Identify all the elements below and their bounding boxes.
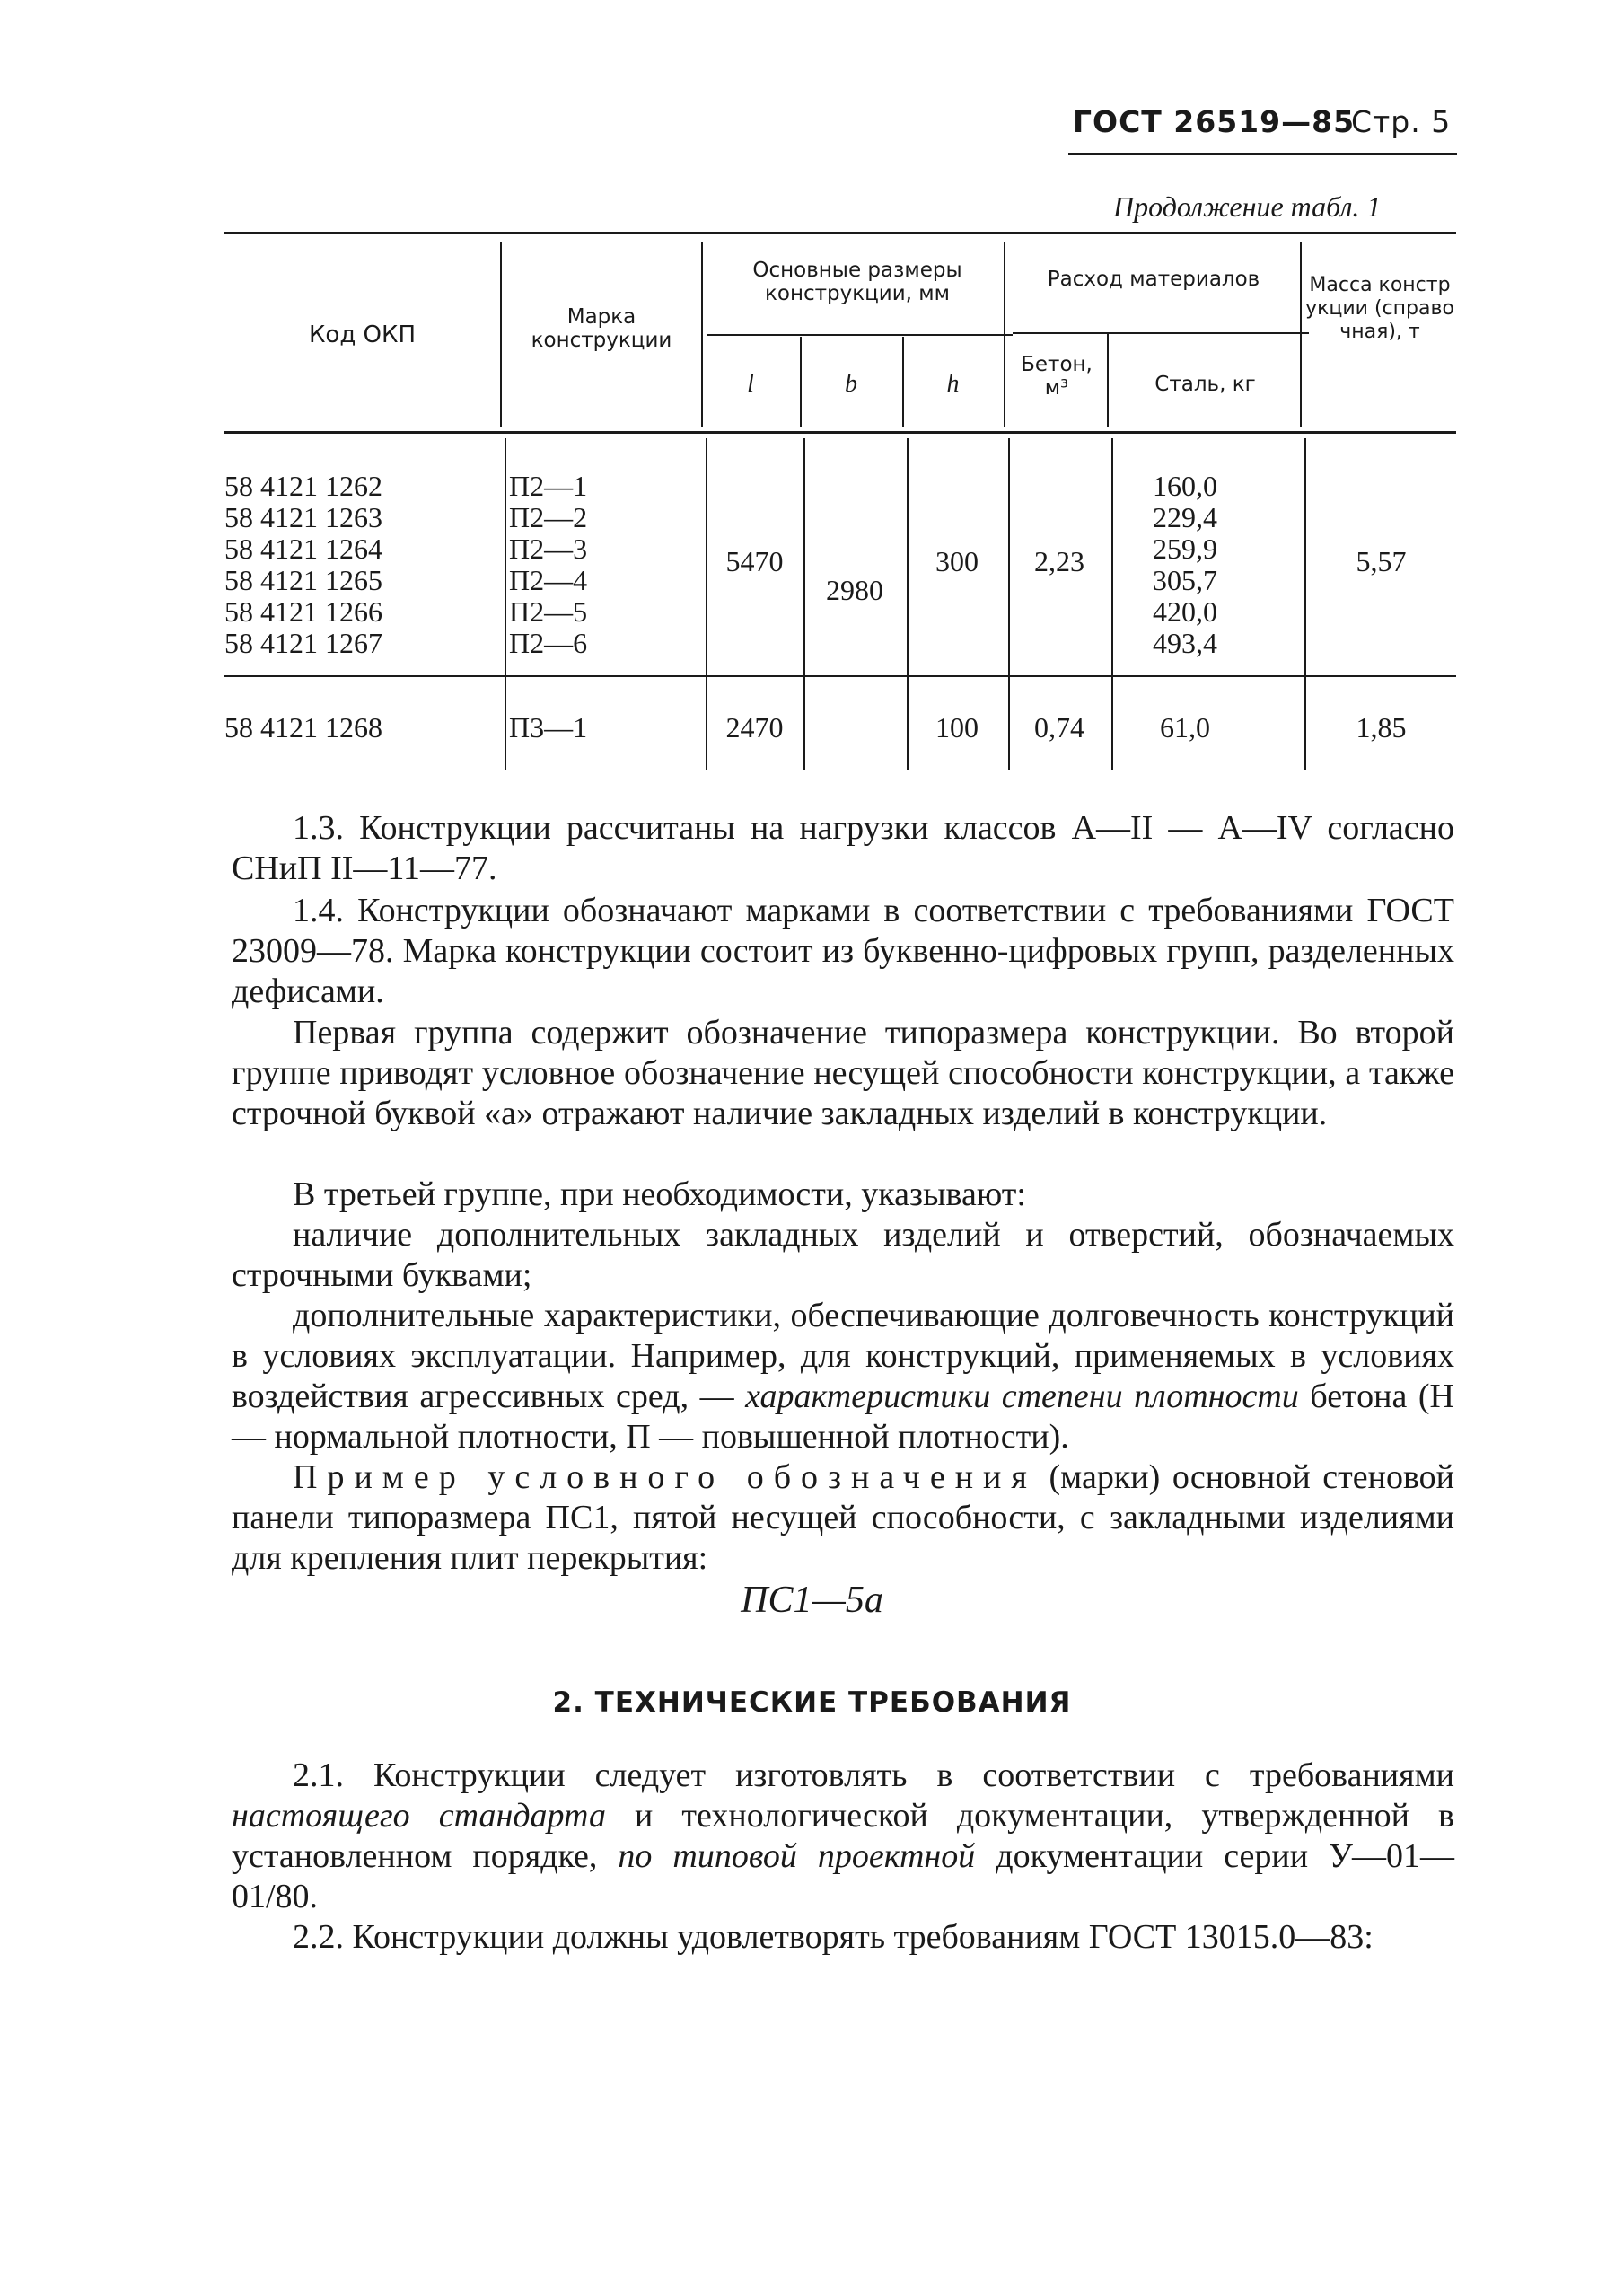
mark-2: П2—2	[509, 501, 588, 533]
table-top-rule	[224, 232, 1456, 234]
vrule-header-1	[500, 242, 502, 427]
header-dimensions: Основные размеры конструкции, мм	[752, 259, 962, 305]
okp-code-5: 58 4121 1266	[224, 595, 382, 628]
okp-code-2: 58 4121 1263	[224, 501, 382, 533]
list-item-durability	[232, 1296, 1454, 1457]
example-spaced-lead: Пример условного обозначения	[293, 1458, 1037, 1496]
clause-1-3: 1.3. Конструкции рассчитаны на нагрузки классов А—II — А—IV согласно СНиП II—11—77.	[232, 809, 1454, 887]
okp-code-7: 58 4121 1268	[224, 711, 382, 744]
header-mass: Масса конструкции (справочная), т	[1305, 274, 1454, 343]
group1-height: 300	[935, 545, 979, 577]
group-separator-rule	[224, 675, 1456, 677]
materials-subheader-rule	[1013, 332, 1309, 334]
header-dim-b: b	[845, 370, 857, 398]
mark-5: П2—5	[509, 595, 588, 628]
clause-2-1-text-a: 2.1. Конструкции следует изготовлять в соответствии с требованиями	[293, 1756, 1454, 1794]
standard-number: ГОСТ 26519—85	[1073, 104, 1356, 139]
okp-code-3: 58 4121 1264	[224, 533, 382, 565]
header-dim-l: l	[747, 370, 754, 398]
group2-height: 100	[935, 711, 979, 744]
group1-concrete: 2,23	[1034, 545, 1084, 577]
steel-5: 420,0	[1153, 595, 1217, 628]
okp-code-6: 58 4121 1267	[224, 627, 382, 659]
example-text: (марки) основной стеновой панели типоразмера ПС1, пятой несущей способности, с закладными изделиями для крепления плит перекрытия:	[232, 1458, 1455, 1577]
durability-text-b: бетона (Н — нормальной плотности, П — повышенной плотности).	[232, 1378, 1455, 1456]
group1-length: 5470	[725, 545, 784, 577]
steel-1: 160,0	[1153, 470, 1217, 502]
durability-text-italic: характеристики степени плотности	[745, 1378, 1299, 1415]
steel-3: 259,9	[1153, 533, 1217, 565]
clause-2-1-italic-1: настоящего стандарта	[232, 1797, 606, 1835]
mark-3: П2—3	[509, 533, 588, 565]
okp-code-1: 58 4121 1262	[224, 470, 382, 502]
clause-2-1-text-c: документации серии У—01—01/80.	[232, 1837, 1455, 1915]
example-mark: ПС1—5а	[741, 1580, 883, 1621]
okp-code-4: 58 4121 1265	[224, 564, 382, 596]
clause-2-2: 2.2. Конструкции должны удовлетворять требованиям ГОСТ 13015.0—83:	[293, 1918, 1374, 1956]
header-concrete: Бетон, м³	[1021, 353, 1093, 400]
group2-concrete: 0,74	[1034, 711, 1084, 744]
group2-steel: 61,0	[1160, 711, 1210, 744]
steel-2: 229,4	[1153, 501, 1217, 533]
durability-text-a: дополнительные характеристики, обеспечивающие долговечность конструкций в условиях эксплуатации. Например, для конструкций, применяемых в условиях воздействия агрессивных сред, —	[232, 1297, 1454, 1415]
mark-1: П2—1	[509, 470, 588, 502]
header-steel: Сталь, кг	[1154, 373, 1256, 396]
list-item-holes: наличие дополнительных закладных изделий и отверстий, обозначаемых строчными буквами;	[232, 1216, 1454, 1294]
clause-2-1-italic-2: по типовой проектной	[618, 1837, 976, 1875]
vrule-header-5	[1004, 242, 1005, 427]
vrule-header-7	[1300, 242, 1302, 427]
group2-mass: 1,85	[1356, 711, 1407, 744]
steel-4: 305,7	[1153, 564, 1217, 596]
vrule-body-1	[505, 438, 506, 770]
example-paragraph	[232, 1457, 1454, 1579]
group1-width: 2980	[826, 574, 883, 606]
clause-2-1-text-b: и технологической документации, утвержденной в установленном порядке,	[232, 1797, 1455, 1875]
dims-subheader-rule	[707, 334, 1013, 336]
paragraph-third-group: В третьей группе, при необходимости, указывают:	[293, 1175, 1026, 1213]
mark-4: П2—4	[509, 564, 588, 596]
header-materials: Расход материалов	[1047, 268, 1260, 291]
header-rule	[1068, 153, 1457, 155]
vrule-header-6	[1107, 334, 1109, 427]
header-mark: Марка конструкции	[531, 305, 672, 352]
page-number: Стр. 5	[1351, 104, 1452, 139]
header-bottom-rule	[224, 431, 1456, 434]
steel-6: 493,4	[1153, 627, 1217, 659]
group1-mass: 5,57	[1356, 545, 1407, 577]
mark-6: П2—6	[509, 627, 588, 659]
table-caption: Продолжение табл. 1	[1113, 190, 1382, 223]
group2-length: 2470	[725, 711, 784, 744]
mark-7: П3—1	[509, 711, 588, 744]
clause-1-4: 1.4. Конструкции обозначают марками в соответствии с требованиями ГОСТ 23009—78. Марка конструкции состоит из буквенно-цифровых групп, разделенных дефисами.	[232, 892, 1454, 1010]
header-dim-h: h	[946, 370, 960, 398]
section-2-title: 2. ТЕХНИЧЕСКИЕ ТРЕБОВАНИЯ	[552, 1686, 1072, 1719]
header-okp-code: Код ОКП	[308, 321, 417, 348]
clause-2-1	[232, 1756, 1454, 1917]
paragraph-first-group: Первая группа содержит обозначение типоразмера конструкции. Во второй группе приводят условное обозначение несущей способности конструкции, а также строчной буквой «а» отражают наличие закладных изделий в конструкции.	[232, 1014, 1454, 1132]
vrule-header-2	[701, 242, 703, 427]
